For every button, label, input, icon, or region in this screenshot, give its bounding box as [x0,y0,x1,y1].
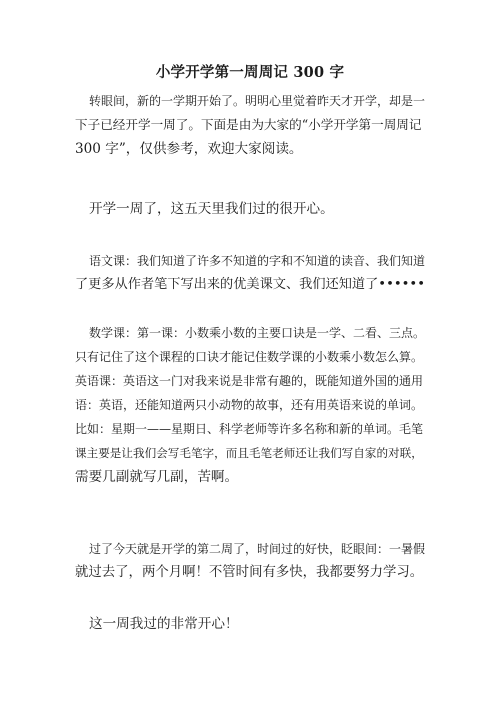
paragraph-line: 语文课：我们知道了许多不知道的字和不知道的读音、我们知道 [89,254,426,268]
paragraph-line: 就过去了，两个月啊！不管时间有多快，我都要努力学习。 [75,565,424,580]
paragraph-line: 过了今天就是开学的第二周了，时间过的好快，眨眼间：一暑假 [89,542,426,556]
paragraph-second-week [75,537,425,585]
paragraph-line: 数学课：第一课：小数乘小数的主要口诀是一学、二看、三点。 [89,326,426,340]
paragraph-first-week [75,197,425,221]
paragraph-line: 开学一周了，这五天里我们过的很开心。 [89,201,334,217]
paragraph-line: 只有记住了这个课程的口诀才能记住数学课的小数乘小数怎么算。 [75,350,424,364]
document-title: 小学开学第一周周记 300 字 [155,64,345,81]
paragraph-line: 比如：星期一——星期日、科学老师等许多名称和新的单词。毛笔 [75,422,424,436]
paragraph-line: 英语课：英语这一门对我来说是非常有趣的，既能知道外国的通用 [75,374,424,388]
paragraph-line: 这一周我过的非常开心！ [89,616,239,632]
paragraph-chinese-class [75,249,425,297]
paragraph-line: 300 字”，仅供参考，欢迎大家阅读。 [75,141,303,157]
paragraph-line: 需要几副就写几副，苦啊。 [75,469,239,485]
paragraph-line: 了更多从作者笔下写出来的优美课文、我们还知道了•••••• [75,277,425,292]
paragraph-line: 下子已经开学一周了。下面是由为大家的“小学开学第一周周记 [75,117,422,132]
paragraph-conclusion [75,612,425,636]
paragraph-intro [75,89,425,161]
paragraph-line: 语：英语，还能知道两只小动物的故事，还有用英语来说的单词。 [75,398,424,412]
paragraph-line: 转眼间，新的一学期开始了。明明心里觉着昨天才开学，却是一 [89,94,426,108]
paragraph-line: 课主要是让我们会写毛笔字，而且毛笔老师还让我们写自家的对联， [75,446,423,460]
paragraph-math-english-class [75,321,425,489]
